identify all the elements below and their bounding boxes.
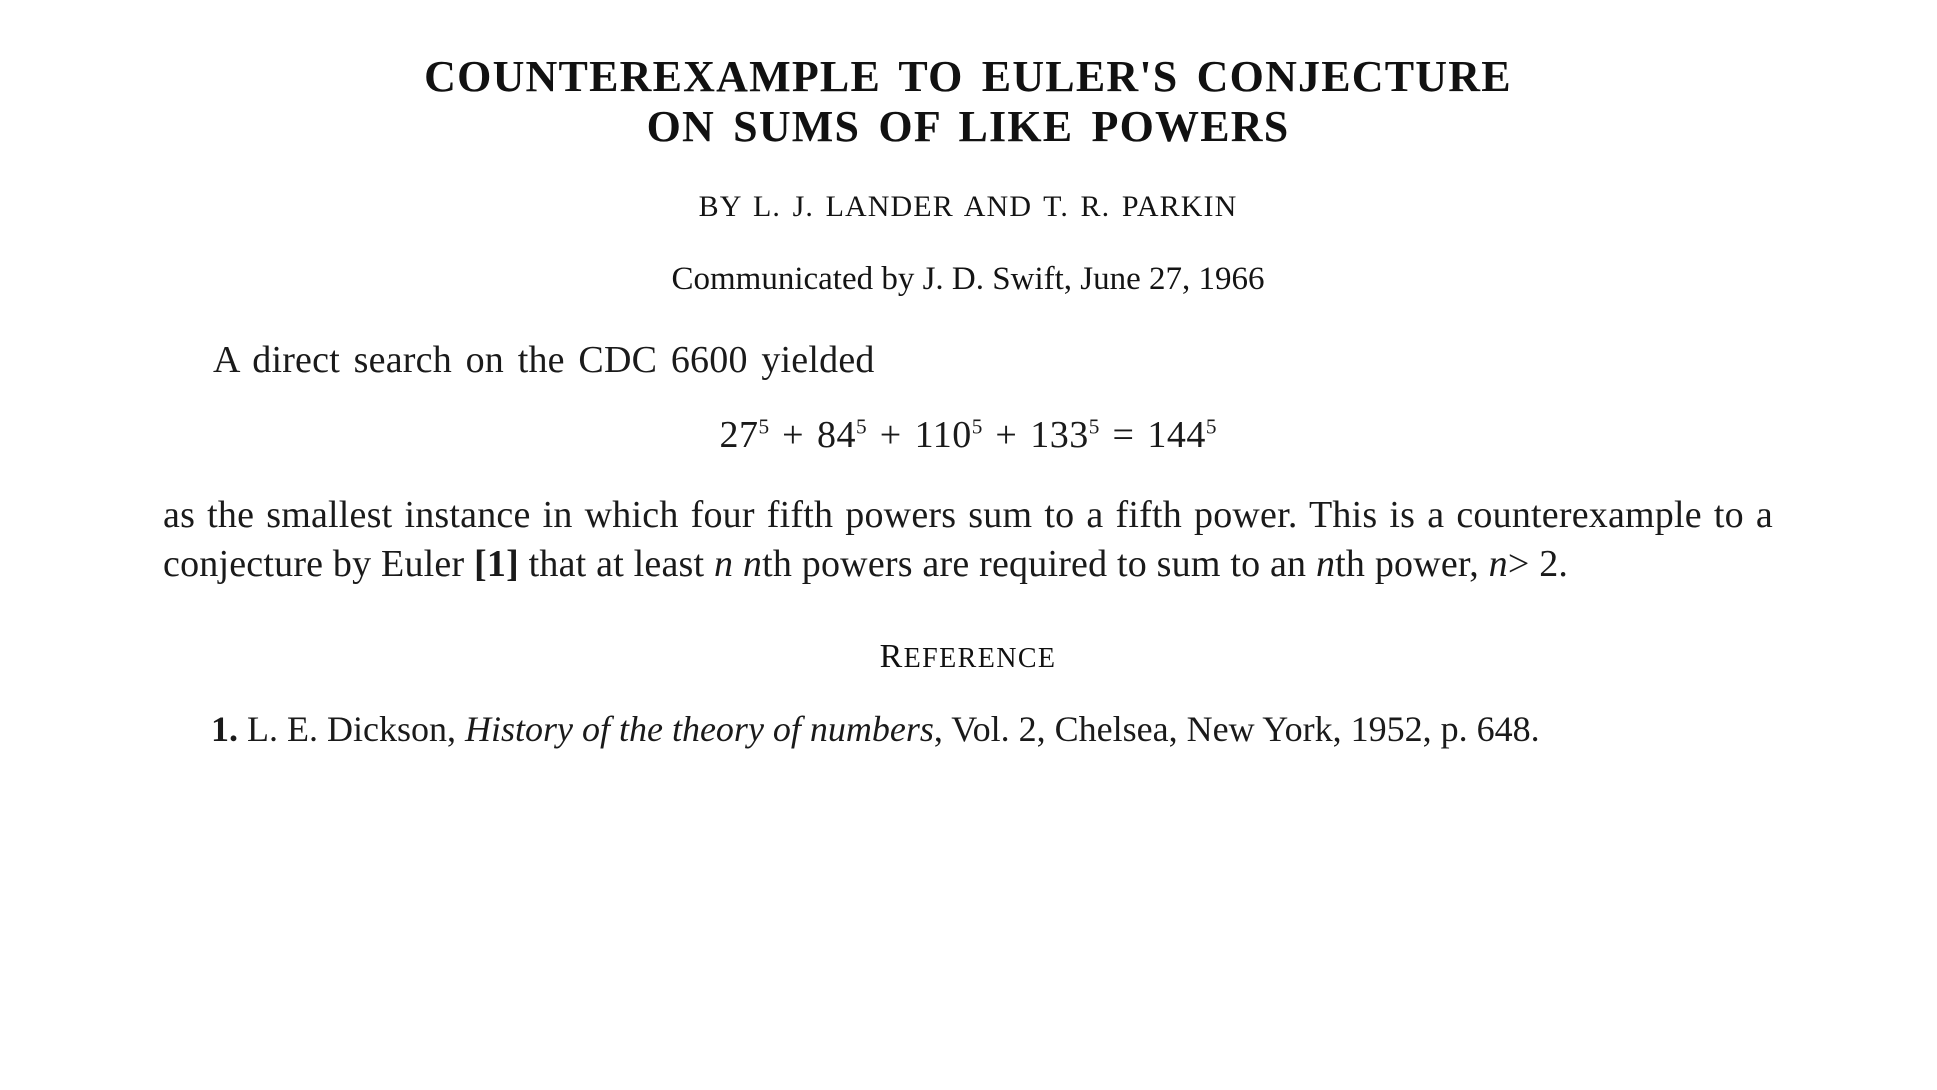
reference-section-heading — [163, 638, 1773, 676]
equation-term-4-base: 133 — [1030, 413, 1089, 456]
equation-term-1 — [719, 414, 769, 456]
paragraph-part-1: as the smallest instance in which four fifth powers sum to a fifth power. This is a counterexample to a conjecture by Euler — [163, 493, 1773, 585]
equation-plus-3: + — [995, 413, 1018, 456]
equation-term-3-exponent: 5 — [971, 414, 983, 439]
equation-plus-2: + — [879, 413, 902, 456]
paragraph-nth-1 — [743, 543, 1306, 585]
reference-heading-first-letter: R — [879, 638, 904, 676]
equation-term-2-base: 84 — [817, 413, 857, 456]
paragraph-condition-n: n — [1488, 542, 1508, 585]
citation-bracket-open: [ — [474, 542, 487, 585]
reference-heading-rest: EFERENCE — [903, 643, 1057, 675]
intro-paragraph: A direct search on the CDC 6600 yielded — [213, 339, 875, 382]
paper-content-column — [163, 0, 1773, 753]
reference-title: History of the theory of numbers — [464, 709, 934, 750]
equation-term-1-base: 27 — [719, 413, 759, 456]
citation-bracket-close: ] — [506, 542, 519, 585]
equation-term-5-base: 144 — [1147, 413, 1206, 456]
paragraph-part-4: th power, — [1335, 542, 1479, 585]
list-item — [163, 706, 1773, 753]
equation-term-5-exponent: 5 — [1205, 414, 1217, 439]
main-paragraph — [163, 491, 1773, 588]
equation-term-3-base: 110 — [914, 413, 972, 456]
equation-term-2 — [817, 414, 867, 456]
paragraph-part-3: th powers are required to sum to an — [762, 542, 1307, 585]
citation-number: 1 — [486, 542, 507, 585]
equation-term-3 — [915, 414, 983, 456]
page-title — [163, 52, 1773, 152]
equation-equals: = — [1112, 413, 1135, 456]
equation-term-2-exponent: 5 — [856, 414, 867, 439]
reference-number: 1. — [211, 709, 238, 750]
paragraph-italic-n-1: n — [714, 542, 734, 585]
equation-plus-1: + — [782, 413, 805, 456]
reference-list — [163, 706, 1773, 753]
equation-term-5 — [1147, 414, 1216, 456]
reference-tail: , Vol. 2, Chelsea, New York, 1952, p. 648. — [933, 709, 1540, 750]
paragraph-part-2: that at least — [528, 542, 705, 585]
communicated-by-line: Communicated by J. D. Swift, June 27, 1966 — [671, 261, 1265, 298]
equation-term-1-exponent: 5 — [758, 414, 770, 439]
display-equation — [163, 413, 1773, 457]
equation-term-4 — [1030, 414, 1099, 456]
citation-reference-1 — [474, 543, 519, 585]
paragraph-italic-n-3: n — [1315, 542, 1336, 585]
page-title-line-2: ON SUMS OF LIKE POWERS — [646, 102, 1290, 152]
reference-author: L. E. Dickson, — [247, 709, 456, 750]
paragraph-nth-2 — [1316, 543, 1479, 585]
equation-term-4-exponent: 5 — [1088, 414, 1100, 439]
paragraph-condition-rest: > 2. — [1507, 542, 1569, 585]
paragraph-italic-n-2: n — [742, 542, 763, 585]
page-title-line-1: COUNTEREXAMPLE TO EULER'S CONJECTURE — [424, 52, 1512, 101]
paragraph-condition — [1489, 543, 1568, 585]
author-byline: BY L. J. LANDER AND T. R. PARKIN — [698, 190, 1238, 224]
